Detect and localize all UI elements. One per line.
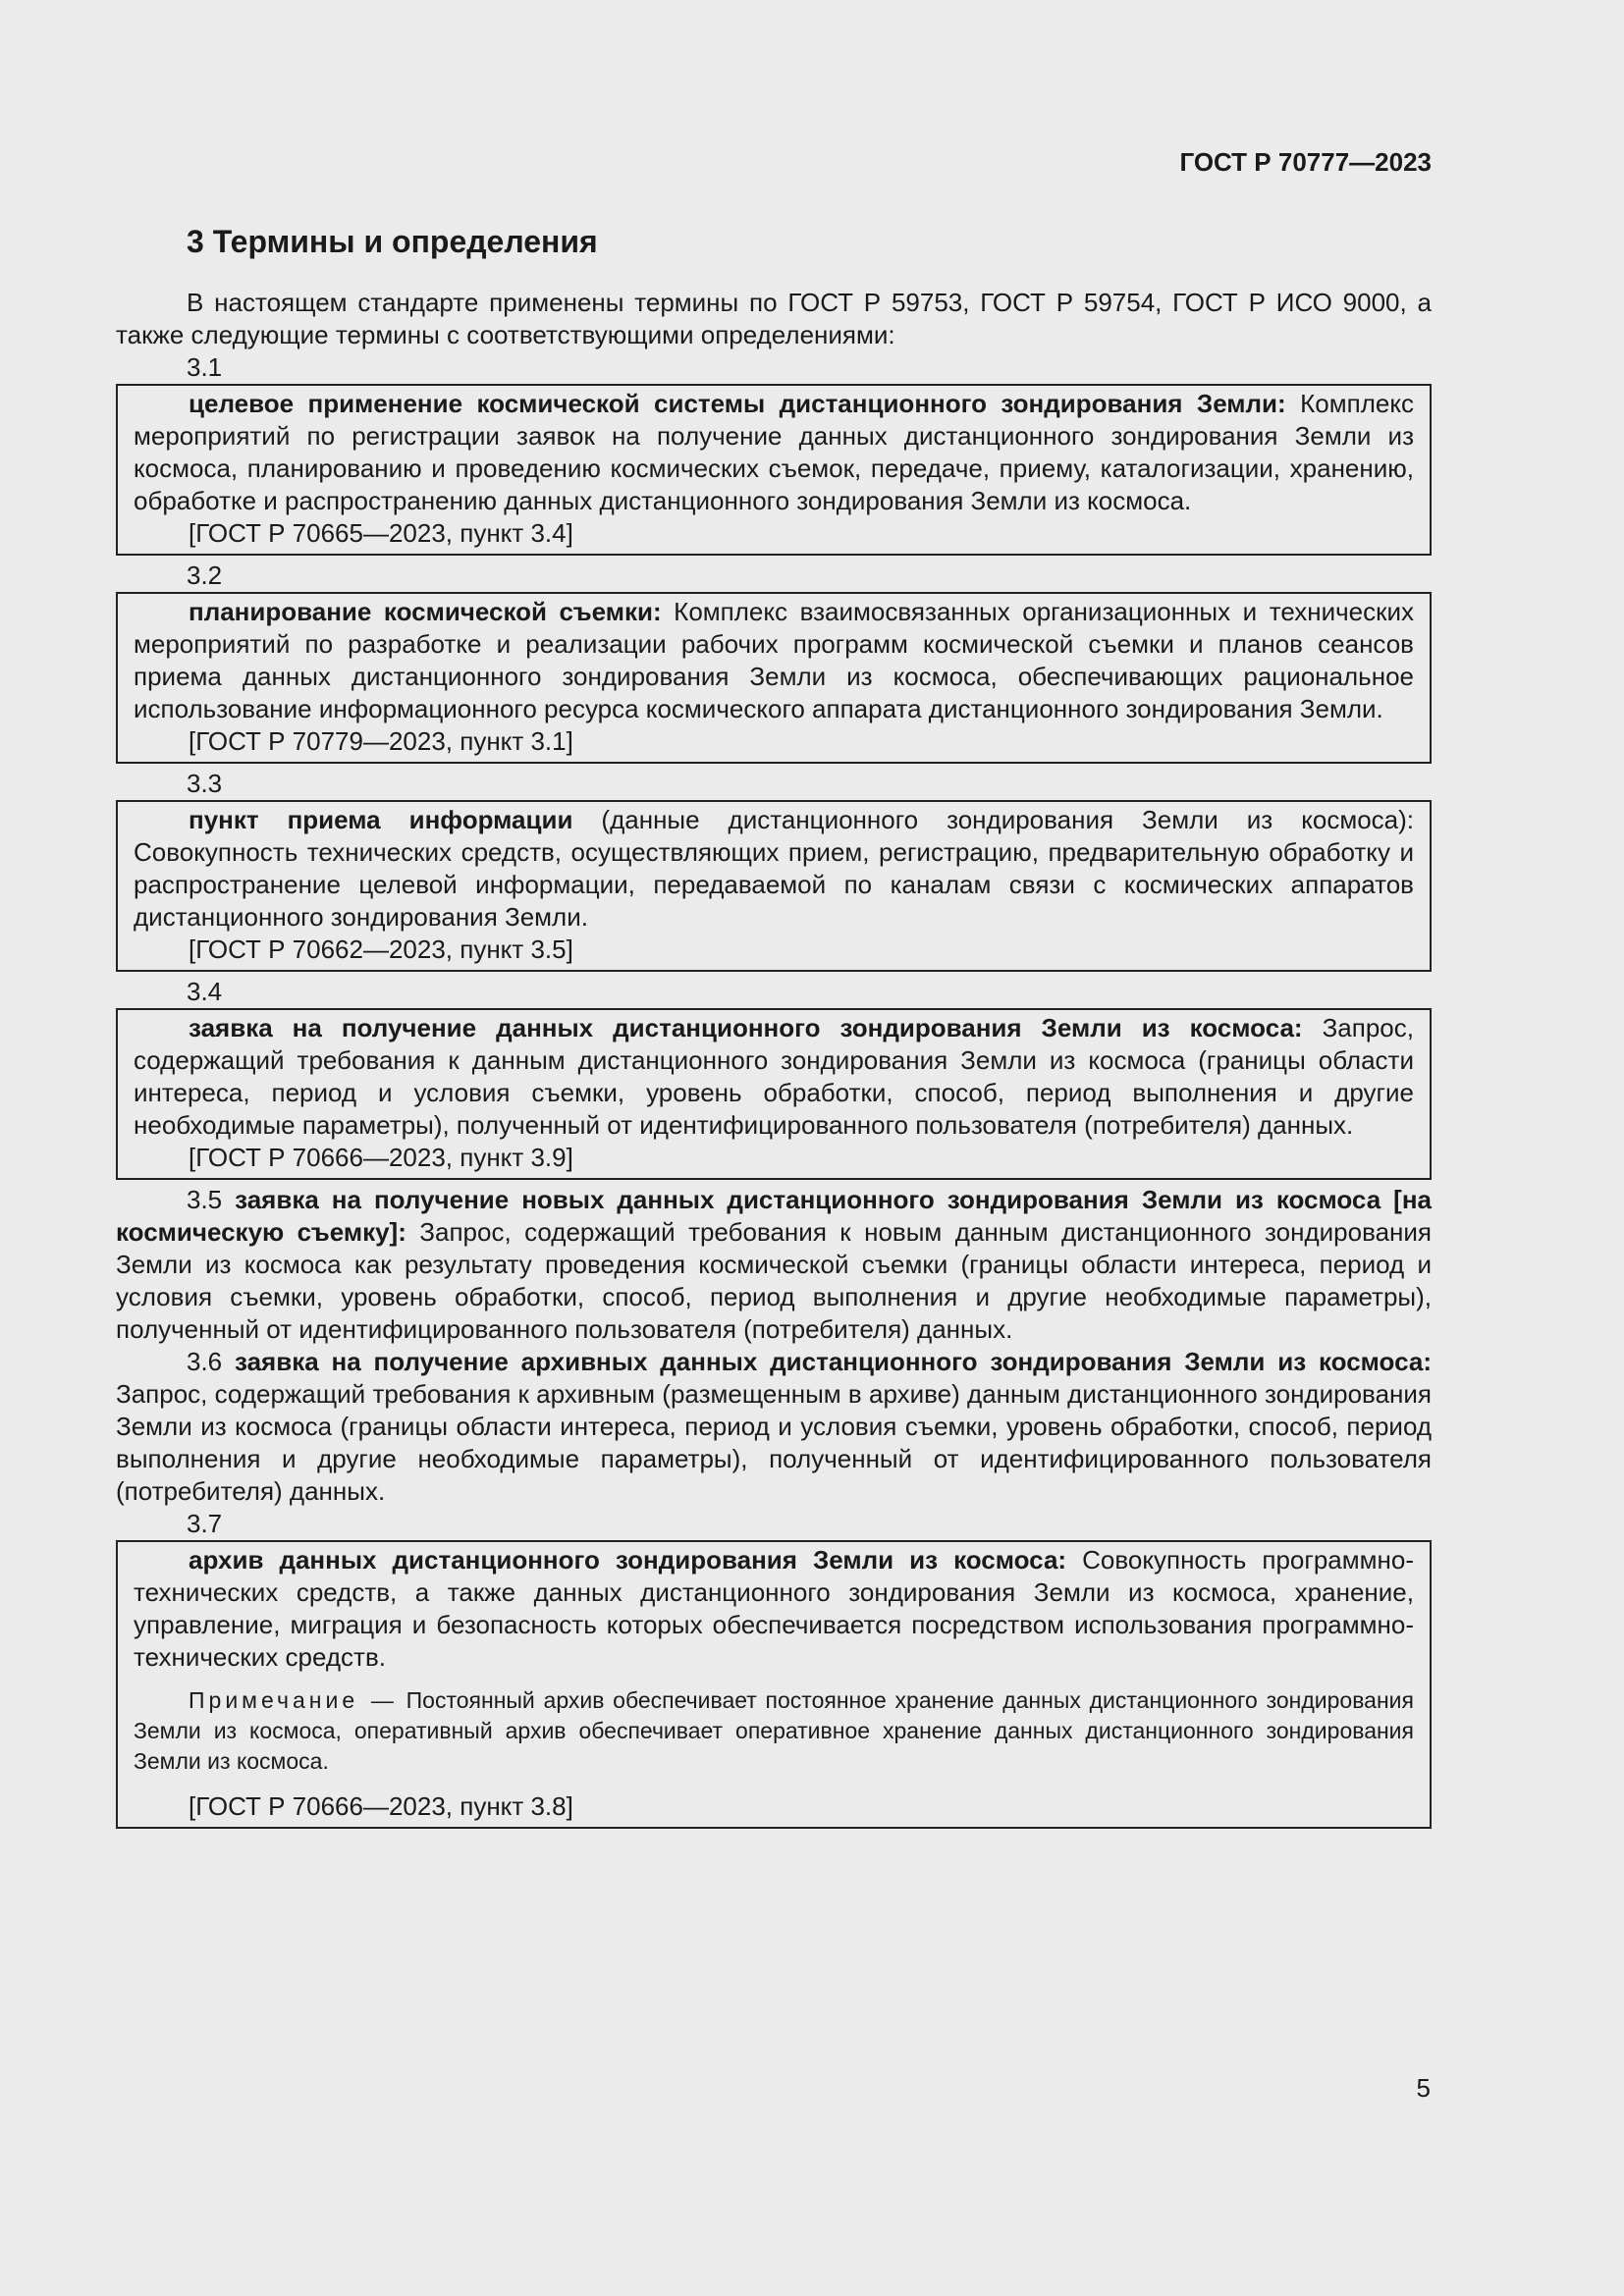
term-source: [ГОСТ Р 70662—2023, пункт 3.5] — [189, 934, 573, 964]
definition-text: Запрос, содержащий требования к данным дистанционного зондирования Земли из космоса (границы области интереса, период и условия съемки, уровень обработки, способ, период выполнения и другие необходимые параметры), полученный от идентифицированного пользователя (потребителя) данных. — [134, 1013, 1414, 1140]
term-box — [116, 592, 1432, 764]
definition-text: Совокупность программно-технических средств, а также данных дистанционного зондирования Земли из космоса, хранение, управление, миграция и безопасность которых обеспечивается посредством использования программно-технических средств. — [134, 1545, 1414, 1672]
term-definition — [134, 596, 1414, 725]
term-number: 3.2 — [187, 561, 223, 590]
term-number: 3.3 — [187, 769, 223, 798]
term-source: [ГОСТ Р 70666—2023, пункт 3.8] — [189, 1791, 573, 1821]
term-box — [116, 384, 1432, 556]
term-number: 3.1 — [187, 352, 223, 382]
term-note — [134, 1685, 1414, 1777]
term-number: 3.4 — [187, 977, 223, 1006]
term-name: заявка на получение данных дистанционного зондирования Земли из космоса: — [189, 1013, 1303, 1042]
term-source: [ГОСТ Р 70779—2023, пункт 3.1] — [189, 726, 573, 756]
term-box — [116, 1540, 1432, 1829]
definition-text: Запрос, содержащий требования к новым данным дистанционного зондирования Земли из космоса как результату проведения космической съемки (границы области интереса, период и условия съемки, уровень обработки, способ, период выполнения и другие необходимые параметры), полученный от идентифицированного пользователя (потребителя) данных. — [116, 1217, 1433, 1344]
document-number: ГОСТ Р 70777—2023 — [1179, 147, 1432, 177]
term-number: 3.6 — [187, 1347, 223, 1376]
term-paragraph — [116, 1346, 1432, 1508]
page-number: 5 — [1416, 2073, 1431, 2103]
term-number: 3.7 — [187, 1509, 223, 1538]
definition-text: Запрос, содержащий требования к архивным (размещенным в архиве) данным дистанционного зондирования Земли из космоса (границы области интереса, период и условия съемки, уровень обработки, способ, период выполнения и другие необходимые параметры), полученный от идентифицированного пользователя (потребителя) данных. — [116, 1379, 1432, 1506]
term-source: [ГОСТ Р 70666—2023, пункт 3.9] — [189, 1143, 573, 1172]
definition-text: Комплекс взаимосвязанных организационных и технических мероприятий по разработке и реализации рабочих программ космической съемки и планов сеансов приема данных дистанционного зондирования Земли из космоса, обеспечивающих рациональное использование информационного ресурса космического аппарата дистанционного зондирования Земли. — [134, 597, 1414, 723]
term-number: 3.5 — [187, 1185, 223, 1214]
term-definition — [134, 804, 1414, 934]
term-name: пункт приема информации — [189, 805, 573, 834]
term-name: заявка на получение новых данных дистанционного зондирования Земли из космоса [на космическую съемку]: — [116, 1185, 1432, 1247]
term-definition — [134, 1012, 1414, 1142]
term-box — [116, 800, 1432, 972]
term-name: планирование космической съемки: — [189, 597, 662, 626]
term-name: заявка на получение архивных данных дистанционного зондирования Земли из космоса: — [235, 1347, 1432, 1376]
term-name: целевое применение космической системы дистанционного зондирования Земли: — [189, 389, 1286, 418]
note-label: Примечание — — [189, 1687, 398, 1713]
term-box — [116, 1008, 1432, 1180]
term-definition — [134, 388, 1414, 517]
term-paragraph — [116, 1184, 1432, 1346]
definition-text: Комплекс мероприятий по регистрации заявок на получение данных дистанционного зондирования Земли из космоса, планированию и проведению космических съемок, передаче, приему, каталогизации, хранению, обработке и распространению данных дистанционного зондирования Земли из космоса. — [134, 389, 1414, 515]
section-title: 3 Термины и определения — [187, 224, 598, 259]
term-definition — [134, 1544, 1414, 1674]
content — [116, 287, 1432, 1833]
term-name: архив данных дистанционного зондирования Земли из космоса: — [189, 1545, 1067, 1575]
term-source: [ГОСТ Р 70665—2023, пункт 3.4] — [189, 518, 573, 548]
intro-paragraph: В настоящем стандарте применены термины по ГОСТ Р 59753, ГОСТ Р 59754, ГОСТ Р ИСО 9000, а также следующие термины с соответствующими определениями: — [116, 288, 1432, 349]
definition-text: (данные дистанционного зондирования Земли из космоса): Совокупность технических средств, осуществляющих прием, регистрацию, предварительную обработку и распространение целевой информации, передаваемой по каналам связи с космических аппаратов дистанционного зондирования Земли. — [134, 805, 1414, 932]
note-text: Постоянный архив обеспечивает постоянное хранение данных дистанционного зондирования Земли из космоса, оперативный архив обеспечивает оперативное хранение данных дистанционного зондирования Земли из космоса. — [134, 1687, 1414, 1774]
